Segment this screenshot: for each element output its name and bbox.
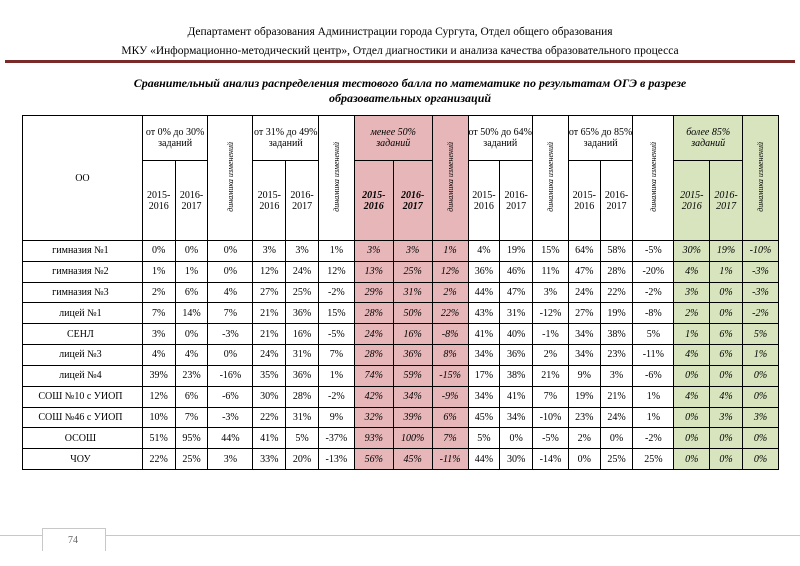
- value-cell: 41%: [468, 324, 500, 345]
- value-cell: 23%: [175, 365, 208, 386]
- value-cell: -16%: [208, 365, 253, 386]
- value-cell: 6%: [175, 282, 208, 303]
- table-row: [23, 407, 779, 428]
- value-cell: 1%: [175, 261, 208, 282]
- value-cell: 3%: [600, 365, 633, 386]
- table-row: [23, 324, 779, 345]
- value-cell: 0%: [568, 449, 600, 470]
- value-cell: -2%: [318, 386, 354, 407]
- value-cell: 25%: [633, 449, 674, 470]
- year-header: 2016-2017: [286, 161, 319, 241]
- value-cell: 34%: [568, 324, 600, 345]
- value-cell: 7%: [533, 386, 569, 407]
- value-cell: 1%: [742, 345, 778, 366]
- year-header: 2016-2017: [710, 161, 743, 241]
- value-cell: 2%: [432, 282, 468, 303]
- value-cell: 31%: [393, 282, 432, 303]
- value-cell: 95%: [175, 428, 208, 449]
- table-row: [23, 241, 779, 262]
- value-cell: 28%: [354, 303, 393, 324]
- value-cell: 12%: [142, 386, 175, 407]
- value-cell: 14%: [175, 303, 208, 324]
- value-cell: 22%: [142, 449, 175, 470]
- value-cell: 100%: [393, 428, 432, 449]
- value-cell: 21%: [533, 365, 569, 386]
- value-cell: 1%: [318, 365, 354, 386]
- header-center: МКУ «Информационно-методический центр», Отдел диагностики и анализа качества образовательного процесса: [121, 45, 679, 57]
- value-cell: 4%: [674, 386, 710, 407]
- value-cell: 51%: [142, 428, 175, 449]
- org-name: ОСОШ: [23, 428, 143, 449]
- value-cell: 25%: [175, 449, 208, 470]
- value-cell: 11%: [533, 261, 569, 282]
- value-cell: 6%: [432, 407, 468, 428]
- value-cell: -11%: [633, 345, 674, 366]
- value-cell: 34%: [500, 407, 533, 428]
- year-header: 2016-2017: [393, 161, 432, 241]
- value-cell: -2%: [742, 303, 778, 324]
- value-cell: 56%: [354, 449, 393, 470]
- value-cell: 6%: [710, 345, 743, 366]
- year-header: 2015-2016: [468, 161, 500, 241]
- value-cell: 1%: [633, 407, 674, 428]
- value-cell: 10%: [142, 407, 175, 428]
- value-cell: 3%: [253, 241, 286, 262]
- group-header: от 50% до 64% заданий: [468, 116, 533, 161]
- table-row: [23, 365, 779, 386]
- value-cell: 42%: [354, 386, 393, 407]
- value-cell: 9%: [318, 407, 354, 428]
- value-cell: -6%: [633, 365, 674, 386]
- table-row: [23, 282, 779, 303]
- value-cell: 0%: [742, 428, 778, 449]
- value-cell: 0%: [208, 261, 253, 282]
- value-cell: 24%: [253, 345, 286, 366]
- value-cell: -8%: [633, 303, 674, 324]
- value-cell: 9%: [568, 365, 600, 386]
- value-cell: 4%: [710, 386, 743, 407]
- value-cell: 30%: [253, 386, 286, 407]
- org-name: ЧОУ: [23, 449, 143, 470]
- value-cell: 31%: [286, 407, 319, 428]
- value-cell: 3%: [533, 282, 569, 303]
- value-cell: -3%: [742, 261, 778, 282]
- org-name: лицей №4: [23, 365, 143, 386]
- header-row-groups: [23, 116, 779, 161]
- value-cell: 39%: [393, 407, 432, 428]
- value-cell: -2%: [633, 428, 674, 449]
- value-cell: 2%: [568, 428, 600, 449]
- value-cell: 12%: [432, 261, 468, 282]
- value-cell: 31%: [500, 303, 533, 324]
- value-cell: 4%: [175, 345, 208, 366]
- value-cell: 28%: [600, 261, 633, 282]
- value-cell: 29%: [354, 282, 393, 303]
- value-cell: 3%: [142, 324, 175, 345]
- value-cell: 15%: [318, 303, 354, 324]
- value-cell: 13%: [354, 261, 393, 282]
- value-cell: 38%: [500, 365, 533, 386]
- value-cell: 19%: [500, 241, 533, 262]
- value-cell: 7%: [175, 407, 208, 428]
- value-cell: 1%: [633, 386, 674, 407]
- value-cell: -3%: [742, 282, 778, 303]
- value-cell: 17%: [468, 365, 500, 386]
- year-header: 2015-2016: [354, 161, 393, 241]
- value-cell: 0%: [142, 241, 175, 262]
- dynamics-label: динамика изменений: [755, 141, 765, 212]
- value-cell: 44%: [468, 449, 500, 470]
- value-cell: 33%: [253, 449, 286, 470]
- value-cell: 6%: [710, 324, 743, 345]
- value-cell: 0%: [674, 428, 710, 449]
- value-cell: 12%: [318, 261, 354, 282]
- value-cell: -11%: [432, 449, 468, 470]
- value-cell: -20%: [633, 261, 674, 282]
- value-cell: 4%: [674, 345, 710, 366]
- value-cell: -6%: [208, 386, 253, 407]
- value-cell: 1%: [432, 241, 468, 262]
- value-cell: -2%: [318, 282, 354, 303]
- value-cell: 0%: [710, 428, 743, 449]
- value-cell: -14%: [533, 449, 569, 470]
- value-cell: -5%: [318, 324, 354, 345]
- table-row: [23, 428, 779, 449]
- group-header: менее 50% заданий: [354, 116, 432, 161]
- group-header: более 85% заданий: [674, 116, 743, 161]
- value-cell: 0%: [710, 449, 743, 470]
- value-cell: 7%: [142, 303, 175, 324]
- table-row: [23, 386, 779, 407]
- value-cell: 12%: [253, 261, 286, 282]
- org-name: гимназия №2: [23, 261, 143, 282]
- value-cell: -10%: [742, 241, 778, 262]
- value-cell: 93%: [354, 428, 393, 449]
- value-cell: 27%: [568, 303, 600, 324]
- value-cell: 5%: [633, 324, 674, 345]
- value-cell: 3%: [742, 407, 778, 428]
- value-cell: 0%: [710, 282, 743, 303]
- year-header: 2016-2017: [175, 161, 208, 241]
- value-cell: -2%: [633, 282, 674, 303]
- value-cell: 4%: [674, 261, 710, 282]
- value-cell: 25%: [286, 282, 319, 303]
- value-cell: 34%: [393, 386, 432, 407]
- value-cell: -8%: [432, 324, 468, 345]
- value-cell: 35%: [253, 365, 286, 386]
- value-cell: 1%: [318, 241, 354, 262]
- report-title: Сравнительный анализ распределения тестового балла по математике по результатам ОГЭ в разрезе образовательных организаций: [133, 76, 687, 105]
- value-cell: 24%: [286, 261, 319, 282]
- org-name: лицей №1: [23, 303, 143, 324]
- table-row: [23, 261, 779, 282]
- value-cell: 36%: [393, 345, 432, 366]
- value-cell: 0%: [600, 428, 633, 449]
- value-cell: -12%: [533, 303, 569, 324]
- value-cell: 22%: [600, 282, 633, 303]
- year-header: 2016-2017: [600, 161, 633, 241]
- value-cell: 5%: [742, 324, 778, 345]
- value-cell: 34%: [468, 386, 500, 407]
- value-cell: 4%: [142, 345, 175, 366]
- value-cell: 1%: [710, 261, 743, 282]
- value-cell: 59%: [393, 365, 432, 386]
- dynamics-header: [533, 116, 569, 241]
- value-cell: 2%: [533, 345, 569, 366]
- value-cell: 7%: [318, 345, 354, 366]
- dynamics-header: [742, 116, 778, 241]
- value-cell: 21%: [253, 303, 286, 324]
- value-cell: 31%: [286, 345, 319, 366]
- value-cell: 3%: [393, 241, 432, 262]
- value-cell: 25%: [393, 261, 432, 282]
- value-cell: -1%: [533, 324, 569, 345]
- value-cell: 3%: [674, 282, 710, 303]
- value-cell: 16%: [393, 324, 432, 345]
- footer-rule: [0, 535, 800, 536]
- table-row: [23, 303, 779, 324]
- value-cell: 4%: [468, 241, 500, 262]
- value-cell: 1%: [142, 261, 175, 282]
- value-cell: 2%: [674, 303, 710, 324]
- value-cell: 23%: [568, 407, 600, 428]
- value-cell: -5%: [633, 241, 674, 262]
- value-cell: 44%: [208, 428, 253, 449]
- value-cell: 38%: [600, 324, 633, 345]
- value-cell: 47%: [568, 261, 600, 282]
- value-cell: 39%: [142, 365, 175, 386]
- value-cell: 25%: [600, 449, 633, 470]
- value-cell: 7%: [208, 303, 253, 324]
- value-cell: 0%: [175, 241, 208, 262]
- page-number: 74: [68, 535, 78, 546]
- value-cell: 47%: [500, 282, 533, 303]
- value-cell: 0%: [710, 303, 743, 324]
- value-cell: 1%: [674, 324, 710, 345]
- value-cell: 36%: [286, 303, 319, 324]
- org-name: лицей №3: [23, 345, 143, 366]
- value-cell: 36%: [286, 365, 319, 386]
- value-cell: 3%: [208, 449, 253, 470]
- value-cell: 32%: [354, 407, 393, 428]
- org-column-header: ОО: [23, 116, 143, 241]
- value-cell: 43%: [468, 303, 500, 324]
- value-cell: 4%: [208, 282, 253, 303]
- value-cell: 34%: [468, 345, 500, 366]
- value-cell: 74%: [354, 365, 393, 386]
- value-cell: -10%: [533, 407, 569, 428]
- value-cell: 0%: [500, 428, 533, 449]
- value-cell: 3%: [354, 241, 393, 262]
- value-cell: 0%: [175, 324, 208, 345]
- value-cell: 23%: [600, 345, 633, 366]
- value-cell: 34%: [568, 345, 600, 366]
- value-cell: -15%: [432, 365, 468, 386]
- year-header: 2015-2016: [674, 161, 710, 241]
- group-header: от 65% до 85% заданий: [568, 116, 633, 161]
- year-header: 2015-2016: [568, 161, 600, 241]
- value-cell: 22%: [432, 303, 468, 324]
- value-cell: 30%: [674, 241, 710, 262]
- value-cell: 0%: [742, 449, 778, 470]
- value-cell: 27%: [253, 282, 286, 303]
- value-cell: 24%: [354, 324, 393, 345]
- value-cell: 7%: [432, 428, 468, 449]
- table-row: [23, 345, 779, 366]
- value-cell: 28%: [286, 386, 319, 407]
- dynamics-header: [318, 116, 354, 241]
- value-cell: 21%: [600, 386, 633, 407]
- value-cell: 6%: [175, 386, 208, 407]
- value-cell: 0%: [742, 386, 778, 407]
- value-cell: 8%: [432, 345, 468, 366]
- dynamics-label: динамика изменений: [648, 141, 658, 212]
- value-cell: 45%: [393, 449, 432, 470]
- table-row: [23, 449, 779, 470]
- value-cell: 36%: [468, 261, 500, 282]
- value-cell: 0%: [674, 365, 710, 386]
- value-cell: 24%: [600, 407, 633, 428]
- value-cell: 41%: [253, 428, 286, 449]
- org-name: СОШ №46 с УИОП: [23, 407, 143, 428]
- dynamics-label: динамика изменений: [545, 141, 555, 212]
- year-header: 2015-2016: [142, 161, 175, 241]
- org-name: гимназия №1: [23, 241, 143, 262]
- value-cell: 5%: [286, 428, 319, 449]
- value-cell: 40%: [500, 324, 533, 345]
- value-cell: 44%: [468, 282, 500, 303]
- value-cell: 0%: [710, 365, 743, 386]
- value-cell: 58%: [600, 241, 633, 262]
- value-cell: 46%: [500, 261, 533, 282]
- year-header: 2016-2017: [500, 161, 533, 241]
- value-cell: 15%: [533, 241, 569, 262]
- value-cell: 0%: [208, 241, 253, 262]
- org-name: СОШ №10 с УИОП: [23, 386, 143, 407]
- value-cell: 16%: [286, 324, 319, 345]
- dynamics-label: динамика изменений: [225, 141, 235, 212]
- value-cell: 19%: [568, 386, 600, 407]
- value-cell: 20%: [286, 449, 319, 470]
- table-body: [23, 241, 779, 470]
- value-cell: -3%: [208, 324, 253, 345]
- value-cell: 3%: [710, 407, 743, 428]
- results-table: [22, 115, 779, 470]
- value-cell: 41%: [500, 386, 533, 407]
- value-cell: -5%: [533, 428, 569, 449]
- org-name: СЕНЛ: [23, 324, 143, 345]
- value-cell: 19%: [710, 241, 743, 262]
- dynamics-label: динамика изменений: [445, 141, 455, 212]
- value-cell: 0%: [674, 407, 710, 428]
- value-cell: 50%: [393, 303, 432, 324]
- value-cell: 30%: [500, 449, 533, 470]
- dynamics-header: [208, 116, 253, 241]
- value-cell: 3%: [286, 241, 319, 262]
- year-header: 2015-2016: [253, 161, 286, 241]
- value-cell: 21%: [253, 324, 286, 345]
- value-cell: 36%: [500, 345, 533, 366]
- value-cell: 5%: [468, 428, 500, 449]
- header-divider: [5, 60, 795, 63]
- org-name: гимназия №3: [23, 282, 143, 303]
- value-cell: -37%: [318, 428, 354, 449]
- value-cell: 64%: [568, 241, 600, 262]
- group-header: от 31% до 49% заданий: [253, 116, 319, 161]
- value-cell: -3%: [208, 407, 253, 428]
- dynamics-header: [432, 116, 468, 241]
- value-cell: 45%: [468, 407, 500, 428]
- dynamics-label: динамика изменений: [331, 141, 341, 212]
- value-cell: -9%: [432, 386, 468, 407]
- header-department: Департамент образования Администрации города Сургута, Отдел общего образования: [187, 26, 613, 38]
- value-cell: 0%: [674, 449, 710, 470]
- value-cell: 28%: [354, 345, 393, 366]
- group-header: от 0% до 30% заданий: [142, 116, 208, 161]
- value-cell: 24%: [568, 282, 600, 303]
- value-cell: 22%: [253, 407, 286, 428]
- value-cell: 0%: [208, 345, 253, 366]
- value-cell: -13%: [318, 449, 354, 470]
- value-cell: 2%: [142, 282, 175, 303]
- value-cell: 0%: [742, 365, 778, 386]
- value-cell: 19%: [600, 303, 633, 324]
- dynamics-header: [633, 116, 674, 241]
